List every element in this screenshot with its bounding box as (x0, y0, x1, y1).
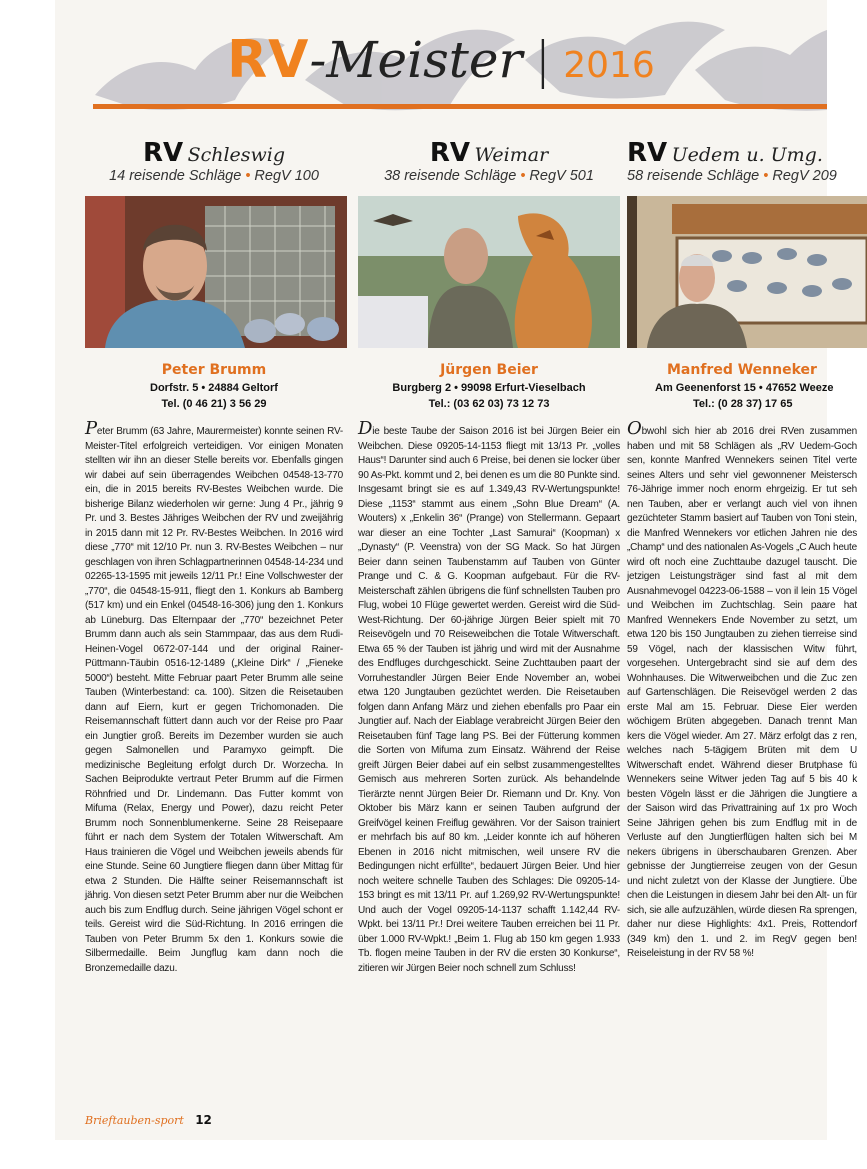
club-subtitle (627, 168, 847, 190)
article-body: eter Brumm (63 Jahre, Maurermeister) konnte seinen RV-Meister-Titel erfolgreich verteidigen. Vor einigen Monaten stellten wir ihn an dieser Stelle bereits vor. Ebenfalls gingen wir dabei auf sein überragendes Weibchen 04548-13-770 ein, die in 2015 bereits RV-Bestes Weibchen wurde. Die bisherige Bilanz wiederholen wir gerne: Jung 4 Pr., jährig 9 Pr. und 3. Bestes Jähriges Weibchen der RV und zweijährig in 2015 dann mit 12 Pr. RV-Bestes Weibchen. In 2016 wird diese „770“ mit 12/10 Pr. nun 3. RV-Bestes Weibchen – nur geschlagen von ihren Schlagpartnerinnen 04548-14-234 und 02265-13-1595 mit jeweils 12/11 Pr.! Eine Vollschwester der „770“, die 04548-15-911, fliegt den 1. Konkurs ab Bamberg (517 km) und ein Enkel (04548-16-306) jung den 1. Konkurs ab Lüneburg. Das Elternpaar der „770“ bezeichnet Peter Brumm dann auch als sein Stammpaar, das aus dem Rudi-Heinen-Vogel 0672-07-144 und der original Rainer-Püttmann-Täubin 0516-12-1489 („Kleine Dirk“ / „Fieneke 5000“) besteht. Mitte Februar paart Peter Brumm alle seine Tauben (Winterbestand: ca. 100). Sitzen die Reisetauben dann auf Eiern, kurt er gegen Trichomonaden. Die Reisemannschaft füttert dann auch vor der Reise pro Paar ein Jungtier groß. Bereits im Dezember wurden sie auch gegen Salmonellen und Paramyxo geimpft. Die medizinische Begleitung erfolgt durch Dr. Worzecha. In Sachen Beiprodukte vertraut Peter Brumm auf die Firmen Röhnfried und Dr. Lindemann. Das Futter kommt von Mifuma (Relax, Energy und Power), dazu reicht Peter Brumm noch Sonnenblumenkerne. Seine 28 Reisepaare führt er nach dem System der Totalen Witwerschaft. Am Haus trainieren die Vögel und Weibchen jeweils abends für eine Stunde. Seine 60 Jungtiere fliegen dann über Mittag für etwa 2 Stunden. Die Hälfte seiner Reisemannschaft ist jährig. Von diesen setzt Peter Brumm aber nur die Weibchen auch bis zum Endflug durch. Seine jährigen Vögel schont er teils. Gereist wird die Süd-Richtung. In 2016 erringen die Tauben von Peter Brumm 5x den 1. Konkurs sowie die Silbermedaille. Beim Jungflug kam dann noch die Bronzemedaille dazu. (85, 426, 343, 974)
page-footer (85, 1113, 212, 1127)
club-regv: RegV 209 (772, 168, 837, 184)
portrait-photo (358, 196, 620, 348)
club-column-schleswig (85, 138, 343, 1124)
article-text (627, 418, 857, 1124)
bullet: • (245, 168, 251, 184)
drop-cap: D (358, 418, 373, 439)
title-rv: RV (227, 30, 310, 90)
club-rv: RV (429, 138, 470, 168)
club-heading (358, 138, 620, 168)
portrait-photo (85, 196, 343, 348)
club-column-uedem (627, 138, 857, 1124)
club-place: Uedem u. Umg. (671, 144, 823, 166)
club-place: Schleswig (187, 144, 286, 166)
club-rv: RV (142, 138, 184, 168)
club-lofts: 38 reisende Schläge (384, 168, 517, 184)
drop-cap: P (85, 418, 97, 439)
champion-address: Am Geenenforst 15 • 47652 Weeze (655, 382, 834, 394)
champion-name: Jürgen Beier (440, 362, 538, 378)
title-separator: | (534, 31, 552, 89)
title-rule (93, 104, 827, 109)
champion-name: Manfred Wenneker (667, 362, 817, 378)
champion-address: Dorfstr. 5 • 24884 Geltorf (150, 382, 278, 394)
champion-phone: Tel.: (0 28 37) 17 65 (693, 398, 793, 410)
club-column-weimar (358, 138, 620, 1124)
club-subtitle (85, 168, 343, 190)
club-lofts: 14 reisende Schläge (109, 168, 242, 184)
club-heading (85, 138, 343, 168)
club-lofts: 58 reisende Schläge (627, 168, 760, 184)
champion-phone: Tel.: (03 62 03) 73 12 73 (428, 398, 550, 410)
article-body: ie beste Taube der Saison 2016 ist bei Jürgen Beier ein Weibchen. Diese 09205-14-1153 fliegt mit 13/13 Pr. „volles Haus“! Darunter sind auch 6 Preise, bei denen sie locker über 90 As-Pkt. kommt und 2, bei denen es um die 80 Punkte sind. Insgesamt bringt sie es auf 1.349,43 RV-Wertungspunkte! Diese „1153“ stammt aus einem „Sohn Blue Dream“ (A. Wouters) x „Enkelin 36“ (Prange) von Stellermann. Gepaart war dieser an eine Tochter „Last Samurai“ (Koopman) x „Dynasty“ (P. Veenstra) von der SG Mack. So hat Jürgen Beier dann seinen Taubenstamm auf Tauben von Günter Prange und C. & G. Koopman aufgebaut. Für die RV-Meisterschaft zählen übrigens die fünf schnellsten Tauben pro Flug, wobei 10 Flüge gewertet werden. Gereist wird die Süd-West-Richtung. Der 60-jährige Jürgen Beier spielt mit 70 Reisevögeln und 70 Reiseweibchen die Totale Witwerschaft. Etwa 65 % der Tauben ist jährig und wird mit der Ausnahme des Endfluges durchgeschickt. Seine Zuchttauben paart der Vorruhestandler Jürgen Beier Ende November an, wobei etwa 120 Jungtauben gezüchtet werden. Die Reisetauben folgen dann Anfang März und ziehen ebenfalls pro Paar ein Jungtier auf. Nach der Eiablage verabreicht Jürgen Beier den Reisetauben fünf Tage lang PS. Bei der Fütterung kommen die Sorten von Mifuma zum Einsatz. Während der Reise greift Jürgen Beier dabei auf ein selbst zusammengestelltes Gemisch aus mehreren Sorten zurück. Als behandelnde Tierärzte nennt Jürgen Beier Dr. Riemann und Dr. Kny. Von Oktober bis März kann er seinen Tauben aufgrund der Greifvögel keinen Freiflug gewähren. Vor der Saison trainiert er mehrfach bis auf 80 km. „Leider konnte ich auf höheren Ebenen in 2016 nicht mitmischen, weil unsere RV die Bedingungen nicht erfüllte“, bedauert Jürgen Beier. Und hier noch weitere schnelle Tauben des Schlages: Die 09205-14-153 bringt es mit 13/11 Pr. auf 1.269,92 RV-Wertungspunkte! Und auch der Vogel 09205-14-1137 schafft 1.142,44 RV-Wpkt. bei 13/11 Pr.! Drei weitere Tauben erreichen bei 11 Pr. über 1.000 RV-Wpkt.! „Beim 1. Flug ab 150 km gegen 1.933 Tb. flogen meine Tauben in der RV die ersten 30 Konkurse“, zitieren wir Jürgen Beier noch schnell zum Schluss! (358, 426, 620, 974)
magazine-name: Brieftauben-sport (85, 1114, 184, 1127)
champion-phone: Tel. (0 46 21) 3 56 29 (161, 398, 267, 410)
magazine-page (55, 0, 857, 1140)
club-regv: RegV 501 (529, 168, 594, 184)
club-place: Weimar (474, 144, 549, 166)
bullet: • (520, 168, 526, 184)
portrait-photo (627, 196, 847, 348)
drop-cap: O (627, 418, 642, 439)
article-text (358, 418, 620, 1124)
champion-address: Burgberg 2 • 99098 Erfurt-Vieselbach (392, 382, 586, 394)
club-regv: RegV 100 (254, 168, 319, 184)
article-body: bwohl sich hier ab 2016 drei RVen zusammen haben und mit 58 Schlägen als „RV Uedem-Goch sen, konnte Manfred Wennekers seinen Titel verte seines Alters und sehr viel gewonnener Meistersch 76-Jährige immer noch enorm ehrgeizig. Er tut seh nen Tauben, aber er verlangt auch viel von ihnen gezüchteter Stamm basiert auf Tauben von Toni stein, die Manfred Wennekers vor etlichen Jahren nie des „Champ“ und des nationalen As-Vogels „C Auch heute wird oft noch eine Zuchttaube dazugel tauscht. Die jetzigen Leistungsträger sind fast al mit dem Ausnahmevogel 04223-06-1588 – von il lein 15 Vögel und Weibchen im Zuchtschlag. Sein paare hat Manfred Wennekers Ende November zu setzt, um etwa 120 bis 150 Jungtauben zu ziehen tierreise sind 59 Vögel, nach der klassischen Witw führt, vorgesehen. Untergebracht sind sie auf dem des Wohnhauses. Die Witwerweibchen und die Zuc zen auf Gartenschlägen. Die Reisevögel werden 2 das erste Mal am 15. Februar. Diese Eier werden wöchigem Brüten abgegeben. Danach trennt Man kers die Vögel wieder. Am 27. März erfolgt das z ren, welches nach 5-tägigem Brüten mit dem U Witwerschaft endet. Während dieser Brutphase fü Wennekers seine Witwer jeden Tag auf 5 bis 40 k besten Vögeln lässt er die Jährigen die Jungtiere a der Saison wird das Privattraining auf 1x pro Woch Seine Jährigen gehen bis zum Endflug mit in de Verluste auf den Jungtierflügen halten sich bei M nekers übrigens in überschaubaren Grenzen. Aber gebnisse der Jungtierreise zeugen von der Gesun und nicht zuletzt von der Klasse der Jungtiere. Übe chen die Leistungen in diesem Jahr bei den Alt- un für sich, sie alle aufzuzählen, würde diesen Ra sprengen, daher nur diese Highlights: 4x1. Preis, Rottendorf (349 km) den 1. und 2. im RegV gegen ben! Reiseleistung in der RV 58 %! (627, 426, 857, 959)
champion-name: Peter Brumm (161, 362, 267, 378)
club-rv: RV (627, 138, 668, 168)
article-text (85, 418, 343, 1124)
club-heading (627, 138, 847, 168)
club-subtitle (358, 168, 620, 190)
page-title (55, 30, 827, 100)
title-meister: -Meister (309, 31, 523, 89)
title-year: 2016 (563, 45, 655, 86)
bullet: • (763, 168, 769, 184)
page-number: 12 (195, 1113, 212, 1127)
